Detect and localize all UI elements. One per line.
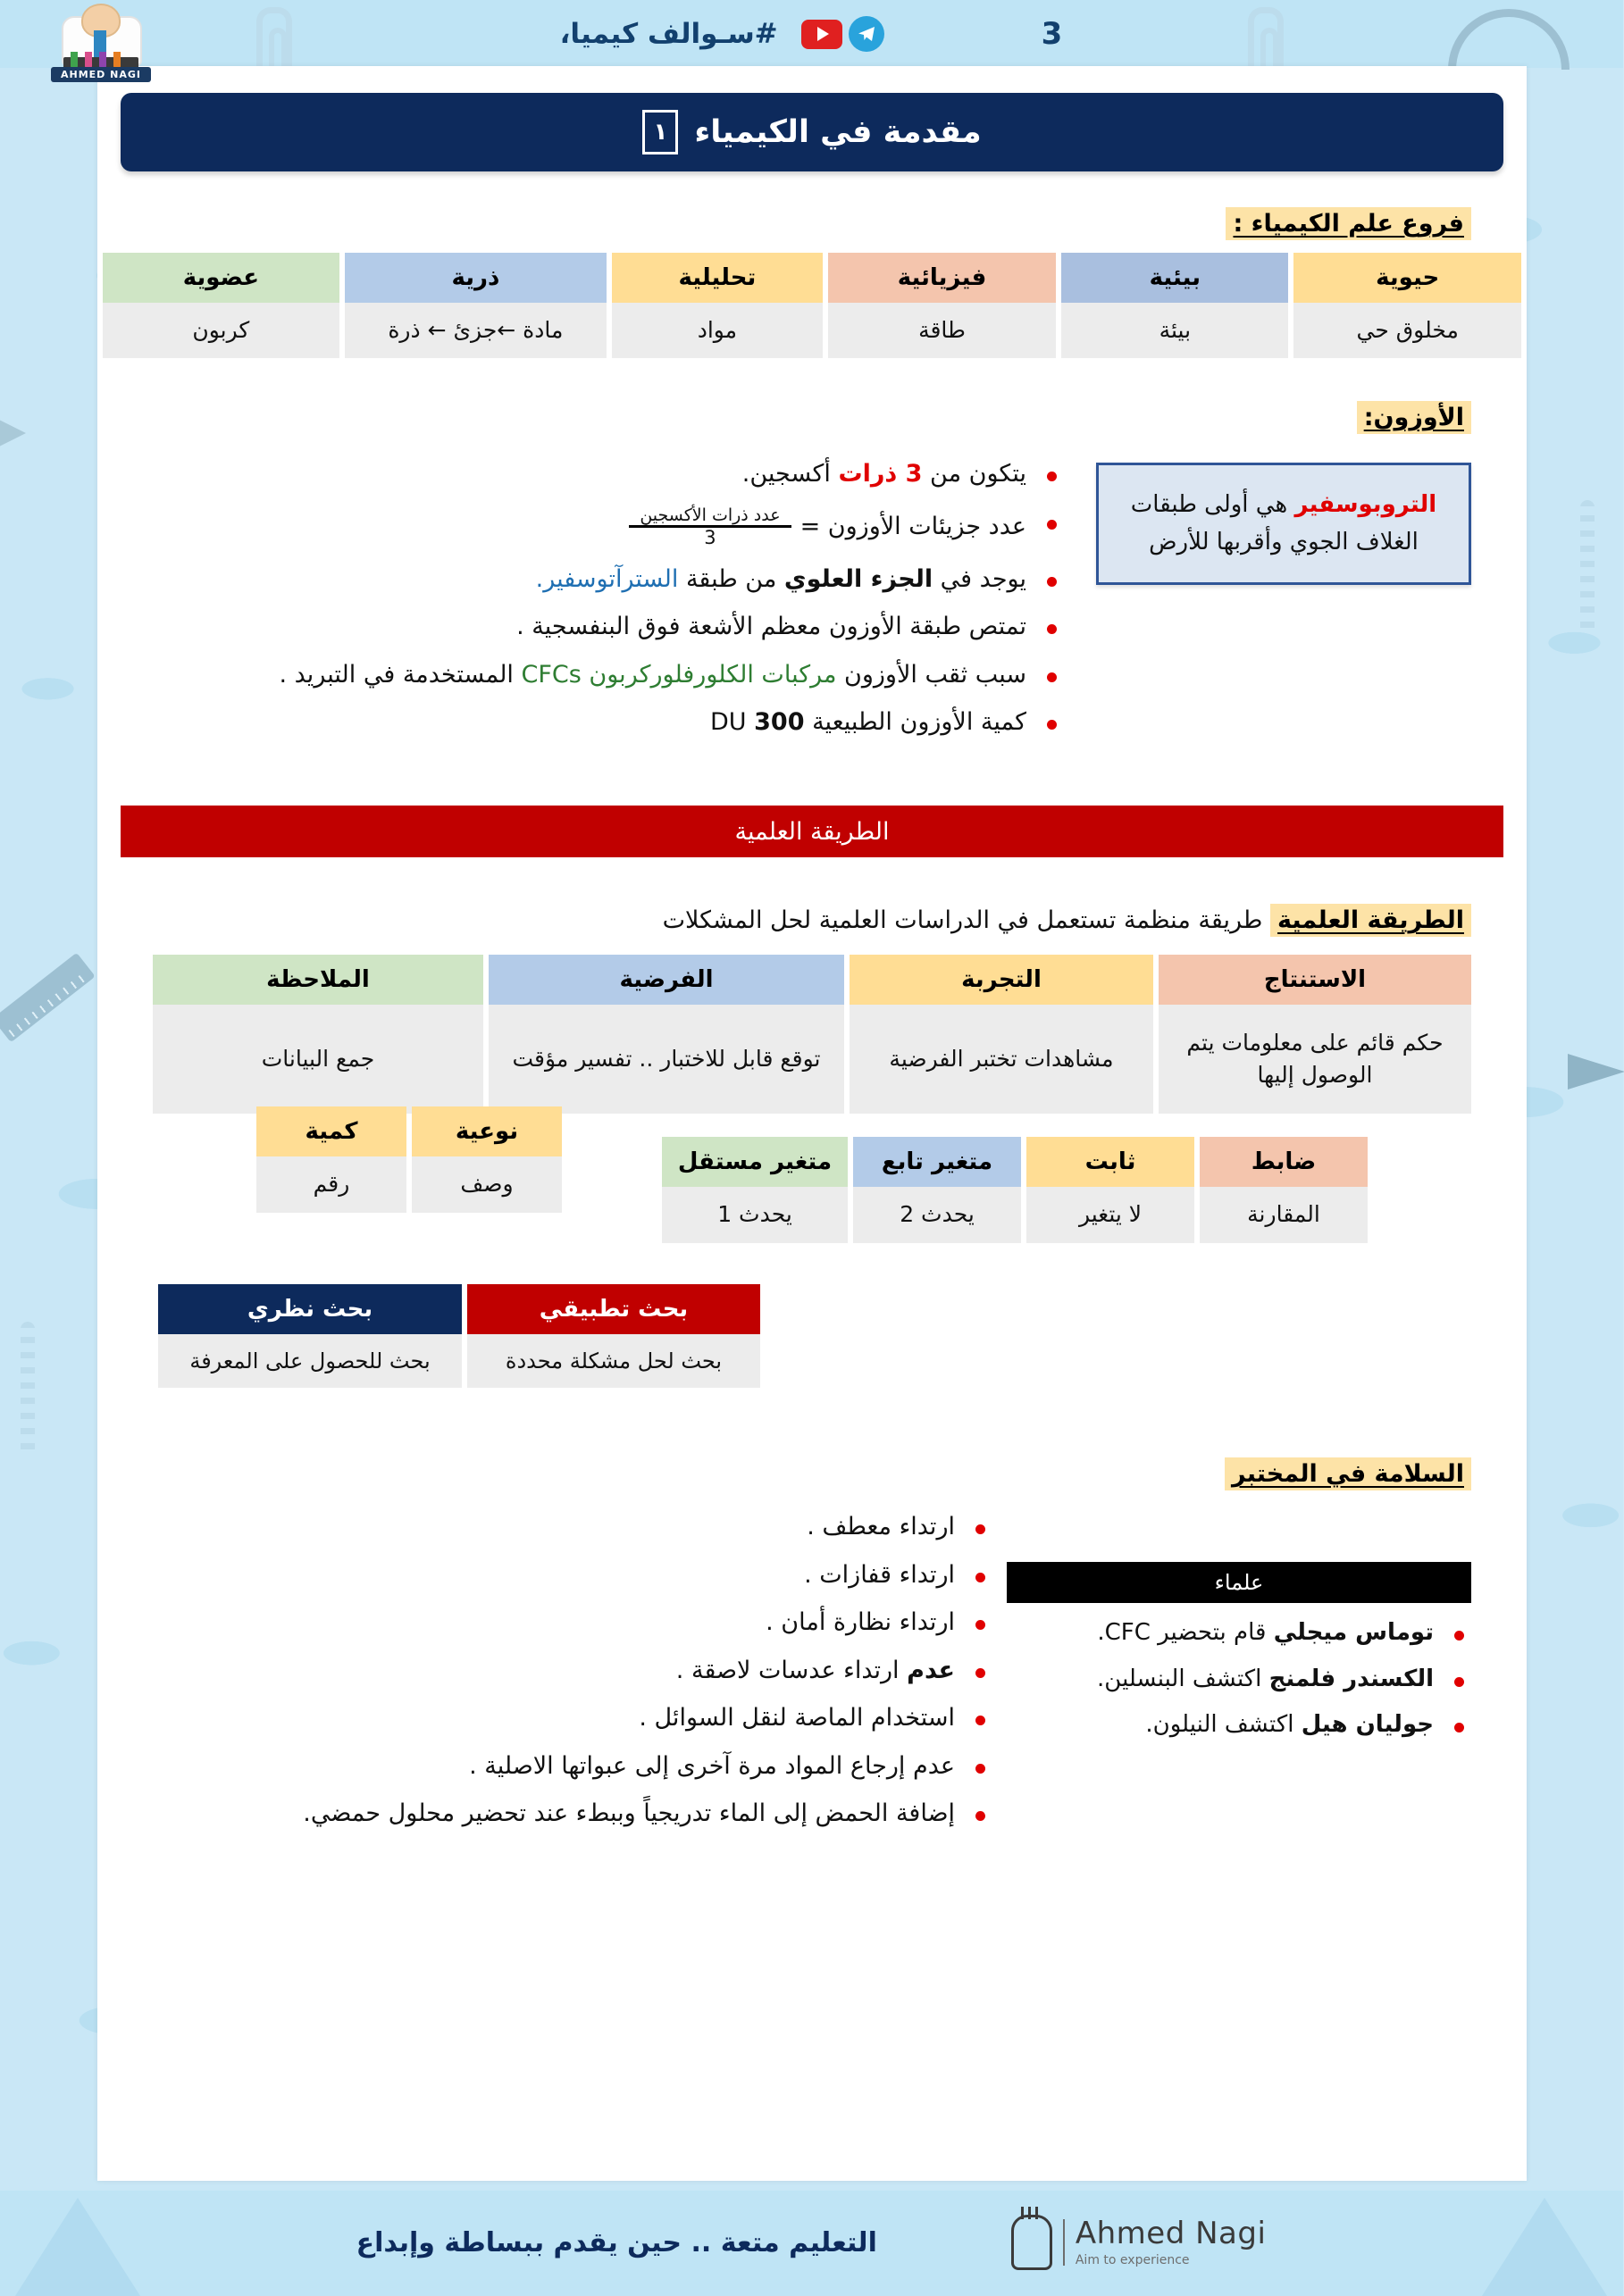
list-item: [1008, 1709, 1472, 1741]
table-header-row: [663, 1137, 1369, 1187]
worksheet-page: [98, 66, 1528, 2181]
table-header-cell: التجربة: [850, 955, 1154, 1005]
youtube-icon[interactable]: [802, 20, 843, 49]
table-header-cell: متغير مستقل: [663, 1137, 849, 1187]
table-cell: بحث لحل مشكلة محددة: [468, 1334, 761, 1389]
table-header-cell: تحليلية: [613, 253, 824, 303]
formula-label: عدد جزيئات الأوزون =: [800, 512, 1027, 540]
table-cell: رقم: [257, 1156, 407, 1212]
ozone-section-header: [98, 401, 1528, 434]
bullet-bold: الجزء العلوي: [784, 564, 934, 593]
scientist-name: الكسندر فلمنج: [1269, 1665, 1435, 1692]
table-row: [154, 1005, 1472, 1114]
table-header-cell: الفرضية: [490, 955, 845, 1005]
steps-table-wrap: [98, 955, 1528, 1114]
brand-name: Ahmed Nagi: [1076, 2216, 1268, 2251]
list-item: [154, 706, 1065, 739]
branches-section-header: [98, 207, 1528, 240]
list-item: استخدام الماصة لنقل السوائل .: [154, 1702, 993, 1734]
bullet-highlight: 3 ذرات: [839, 460, 924, 488]
scientific-method-definition: [98, 904, 1528, 937]
table-header-cell: ثابت: [1027, 1137, 1195, 1187]
bullet-text-pre: يوجد في: [933, 564, 1027, 593]
list-item: تمتص طبقة الأوزون معظم الأشعة فوق البنفسجية .: [154, 611, 1065, 643]
scientist-detail: اكتشف البنسلين.: [1098, 1665, 1270, 1692]
list-item: [1008, 1664, 1472, 1695]
avatar-name: AHMED NAGI: [52, 67, 152, 82]
table-cell: بيئة: [1062, 303, 1289, 358]
hand-icon: [1012, 2215, 1053, 2270]
table-cell: المقارنة: [1201, 1187, 1369, 1242]
list-item: عدم إرجاع المواد مرة آخرى إلى عبواتها الاصلية .: [154, 1750, 993, 1783]
list-item: إضافة الحمض إلى الماء تدريجياً وببطء عند تحضير محلول حمضي.: [154, 1798, 993, 1830]
scientist-name: جوليان هيل: [1302, 1710, 1435, 1738]
list-item: ارتداء معطف .: [154, 1511, 993, 1543]
table-header-cell: نوعية: [413, 1106, 563, 1156]
brand-logo: [1012, 2215, 1268, 2270]
table-row: [663, 1187, 1369, 1242]
safety-bold: عدم: [908, 1656, 956, 1684]
page-title: مقدمة في الكيمياء: [695, 114, 983, 150]
table-cell: يحدث 2: [854, 1187, 1022, 1242]
brand-tagline: Aim to experience: [1076, 2253, 1191, 2267]
list-item-formula: [154, 506, 1065, 548]
variables-row: [98, 1118, 1528, 1242]
page-header: [0, 0, 1624, 80]
definition-text: طريقة منظمة تستعمل في الدراسات العلمية لحل المشكلات: [663, 906, 1271, 935]
scientist-detail: اكتشف النيلون.: [1146, 1710, 1302, 1738]
list-item: [154, 564, 1065, 596]
lab-safety-section-header: [98, 1457, 1528, 1490]
formula-numerator: عدد ذرات الأكسجين: [640, 505, 782, 525]
table-cell: جمع البيانات: [154, 1005, 484, 1114]
ozone-bullet-list: [154, 443, 1065, 754]
branches-table: [98, 253, 1528, 358]
research-table-wrap: [98, 1284, 1528, 1389]
page-title-banner: [121, 93, 1504, 171]
page-number: 3: [1042, 16, 1064, 52]
avatar: [43, 0, 159, 80]
lab-safety-list: [154, 1496, 993, 1845]
table-cell: مخلوق حي: [1294, 303, 1522, 358]
scientist-detail: قام بتحضير CFC.: [1098, 1619, 1275, 1647]
table-header-cell: الملاحظة: [154, 955, 484, 1005]
bullet-text-post: المستخدمة في التبريد .: [280, 660, 523, 689]
table-header-cell: الاستنتاج: [1159, 955, 1472, 1005]
list-item: [1008, 1617, 1472, 1649]
table-header-cell: بحث نظري: [159, 1284, 463, 1334]
scientific-method-bar-title: الطريقة العلمية: [735, 817, 891, 846]
table-header-cell: بيئية: [1062, 253, 1289, 303]
bullet-text-pre: كمية الأوزون الطبيعية: [805, 707, 1027, 736]
troposphere-text: هي أولى طبقات الغلاف الجوي وأقربها للأرض: [1131, 491, 1419, 555]
table-header-row: [104, 253, 1522, 303]
table-row: [159, 1334, 761, 1389]
bullet-text-pre: سبب ثقب الأوزون: [837, 660, 1027, 689]
table-header-cell: حيوية: [1294, 253, 1522, 303]
footer-slogan: التعليم متعة .. حين يقدم ببساطة وإبداع: [356, 2226, 878, 2258]
scientists-title: علماء: [1008, 1562, 1472, 1603]
list-item: ارتداء نظارة أمان .: [154, 1607, 993, 1639]
table-cell: توقع قابل للاختبار .. تفسير مؤقت: [490, 1005, 845, 1114]
formula-denominator: 3: [705, 526, 717, 548]
ozone-label: الأوزون:: [1358, 401, 1472, 434]
table-cell: لا يتغير: [1027, 1187, 1195, 1242]
table-header-row: [159, 1284, 761, 1334]
data-types-table: [252, 1106, 568, 1212]
bullet-text-pre: يتكون من: [923, 460, 1027, 488]
list-item: [154, 659, 1065, 691]
telegram-icon[interactable]: [850, 16, 885, 52]
safety-text: ارتداء عدسات لاصقة .: [676, 1656, 908, 1684]
table-row: [257, 1156, 563, 1212]
scientists-block: [1008, 1562, 1472, 1754]
troposphere-term: التروبوسفير: [1295, 491, 1438, 519]
table-cell: مادة ←جزئ ← ذرة: [346, 303, 607, 358]
table-cell: طاقة: [829, 303, 1058, 358]
scientists-list: [1008, 1617, 1472, 1740]
list-item: [154, 458, 1065, 490]
table-cell: مشاهدات تختبر الفرضية: [850, 1005, 1154, 1114]
research-types-table: [154, 1284, 766, 1389]
table-header-cell: كمية: [257, 1106, 407, 1156]
table-header-cell: بحث تطبيقي: [468, 1284, 761, 1334]
scientist-name: توماس ميجلي: [1274, 1619, 1435, 1647]
bullet-text-post: DU: [710, 707, 756, 736]
definition-term: الطريقة العلمية: [1271, 904, 1472, 937]
bullet-blue-term: السترآتوسفير.: [536, 564, 680, 593]
bullet-text-post: أكسجين.: [742, 460, 840, 488]
table-cell: بحث للحصول على المعرفة: [159, 1334, 463, 1389]
table-header-cell: ذرية: [346, 253, 607, 303]
bullet-text-mid: من طبقة: [679, 564, 785, 593]
branches-label: فروع علم الكيمياء :: [1226, 207, 1472, 240]
table-cell: وصف: [413, 1156, 563, 1212]
variables-table: [657, 1137, 1374, 1242]
list-item: ارتداء قفازات .: [154, 1559, 993, 1591]
chapter-number: ١: [643, 110, 679, 154]
lab-safety-label: السلامة في المختبر: [1226, 1457, 1472, 1490]
table-cell: يحدث 1: [663, 1187, 849, 1242]
channel-hashtag: #سـوالف كيميا،: [560, 18, 779, 50]
table-header-row: [154, 955, 1472, 1005]
table-cell: كربون: [104, 303, 340, 358]
troposphere-callout: [1097, 463, 1472, 585]
table-header-row: [257, 1106, 563, 1156]
social-links[interactable]: [802, 16, 885, 52]
table-header-cell: فيزيائية: [829, 253, 1058, 303]
bullet-green-term: مركبات الكلورفلوركربون CFCs: [522, 660, 838, 689]
table-cell: حكم قائم على معلومات يتم الوصول إليها: [1159, 1005, 1472, 1114]
scientific-steps-table: [148, 955, 1478, 1114]
table-header-cell: ضابط: [1201, 1137, 1369, 1187]
list-item: [154, 1655, 993, 1687]
bullet-bold: 300: [755, 707, 806, 736]
scientific-method-bar: [121, 806, 1504, 857]
table-cell: مواد: [613, 303, 824, 358]
page-footer: [0, 2182, 1624, 2296]
table-row: [104, 303, 1522, 358]
table-header-cell: متغير تابع: [854, 1137, 1022, 1187]
branches-table-wrap: [98, 253, 1528, 358]
table-header-cell: عضوية: [104, 253, 340, 303]
